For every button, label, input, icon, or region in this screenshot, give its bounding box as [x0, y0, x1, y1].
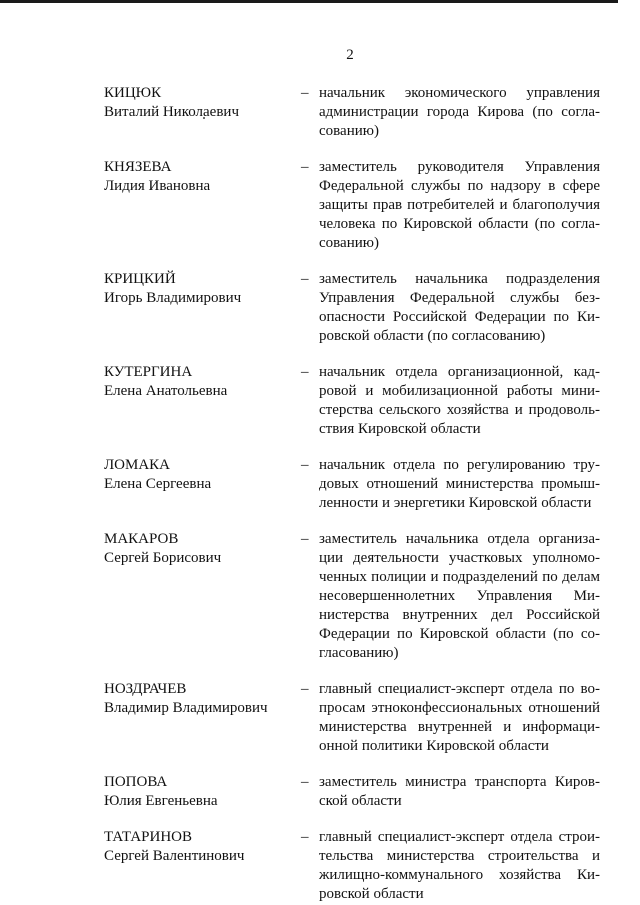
person-name	[104, 828, 294, 866]
given-names: Елена Анатольевна	[104, 383, 228, 399]
given-names: Лидия Ивановна	[104, 178, 211, 194]
dash-separator: –	[301, 531, 309, 547]
list-item	[104, 270, 600, 346]
dash-separator: –	[301, 271, 309, 287]
person-name	[104, 84, 294, 122]
person-name	[104, 530, 294, 568]
dash-separator: –	[301, 774, 309, 790]
person-name	[104, 773, 294, 811]
surname: НОЗДРАЧЕВ	[104, 681, 187, 697]
position-description: главный специалист-эксперт отдела строительства министерства строительства и жилищно-коммунального хозяйства Кировской области	[319, 829, 600, 902]
list-item	[104, 680, 600, 756]
surname: КУТЕРГИНА	[104, 364, 193, 380]
given-names: Игорь Владимирович	[104, 290, 242, 306]
person-name	[104, 158, 294, 196]
person-name	[104, 363, 294, 401]
surname: КНЯЗЕВА	[104, 159, 172, 175]
dash-separator: –	[301, 681, 309, 697]
list-item	[104, 773, 600, 811]
position-description: заместитель министра транспорта Кировской области	[319, 774, 600, 809]
surname: ПОПОВА	[104, 774, 168, 790]
dash-separator: –	[301, 364, 309, 380]
position-description: заместитель руководителя Управления Федеральной службы по надзору в сфере защиты прав потребителей и благополучия человека по Кировской области (по согласованию)	[319, 159, 600, 251]
given-names: Елена Сергеевна	[104, 476, 212, 492]
given-names: Виталий Николаевич	[104, 104, 239, 120]
person-name	[104, 456, 294, 494]
person-name	[104, 270, 294, 308]
given-names: Сергей Борисович	[104, 550, 222, 566]
list-item	[104, 828, 600, 904]
position-description: заместитель начальника отдела организации деятельности участковых уполномоченных полиции и подразделений по делам несовершеннолетних Управления Министерства внутренних дел Российской Федерации по Кировской области (по согласованию)	[319, 531, 600, 661]
list-item	[104, 158, 600, 253]
given-names: Сергей Валентинович	[104, 848, 245, 864]
dash-separator: –	[301, 85, 309, 101]
page-number: 2	[346, 47, 354, 63]
person-name	[104, 680, 294, 718]
list-item	[104, 530, 600, 663]
given-names: Владимир Владимирович	[104, 700, 268, 716]
position-description: начальник отдела по регулированию трудовых отношений министерства промышленности и энергетики Кировской области	[319, 457, 600, 511]
position-description: начальник отдела организационной, кадровой и мобилизационной работы министерства сельского хозяйства и продовольствия Кировской области	[319, 364, 600, 437]
position-description: начальник экономического управления администрации города Кирова (по согласованию)	[319, 85, 600, 139]
given-names: Юлия Евгеньевна	[104, 793, 218, 809]
dash-separator: –	[301, 457, 309, 473]
top-border-line	[0, 0, 618, 3]
position-description: заместитель начальника подразделения Управления Федеральной службы безопасности Российской Федерации по Кировской области (по согласованию)	[319, 271, 600, 344]
surname: МАКАРОВ	[104, 531, 179, 547]
list-item	[104, 456, 600, 513]
member-list	[104, 84, 600, 904]
surname: КИЦЮК	[104, 85, 162, 101]
surname: КРИЦКИЙ	[104, 271, 176, 287]
surname: ТАТАРИНОВ	[104, 829, 193, 845]
list-item	[104, 363, 600, 439]
position-description: главный специалист-эксперт отдела по вопросам этноконфессиональных отношений министерства внутренней и информационной политики Кировской области	[319, 681, 600, 754]
dash-separator: –	[301, 829, 309, 845]
list-item	[104, 84, 600, 141]
dash-separator: –	[301, 159, 309, 175]
surname: ЛОМАКА	[104, 457, 171, 473]
